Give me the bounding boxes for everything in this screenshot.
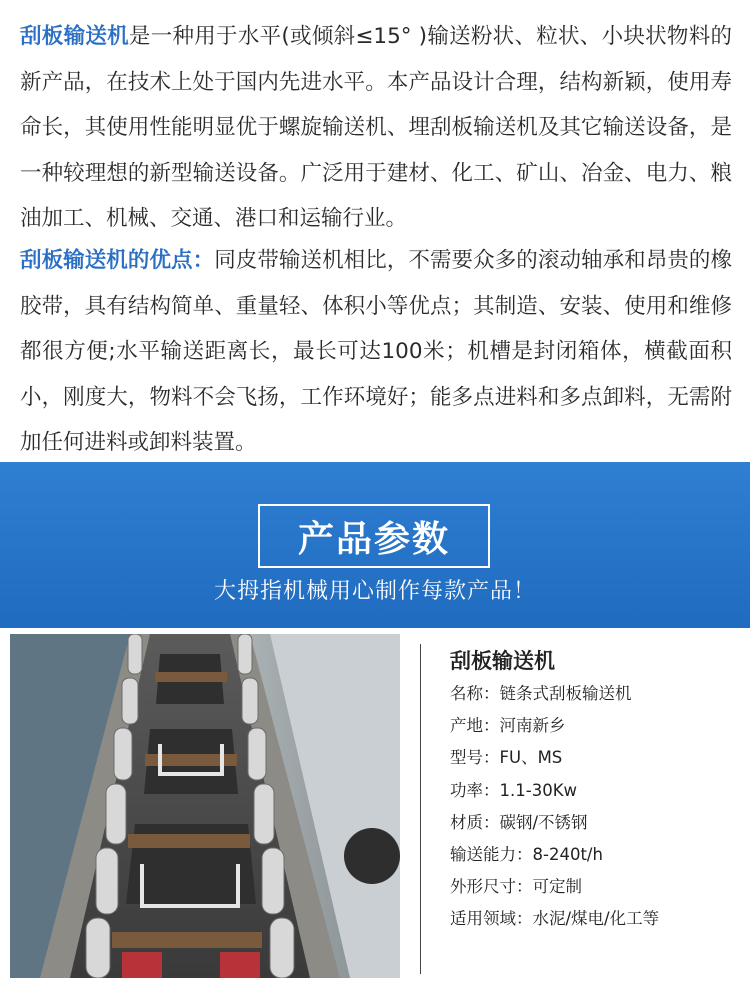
- product-section: [0, 628, 750, 985]
- intro-paragraph: [20, 14, 732, 242]
- advantages-highlight: 刮板输送机的优点：: [20, 248, 215, 273]
- intro-section: [0, 0, 750, 462]
- product-photo: [10, 634, 400, 978]
- spec-divider: [420, 644, 421, 974]
- spec-row: 外形尺寸：可定制: [450, 877, 582, 897]
- spec-row: 输送能力：8-240t/h: [450, 844, 603, 864]
- conveyor-chain-image: [10, 634, 400, 978]
- spec-list: [450, 644, 740, 936]
- params-banner: [0, 462, 750, 628]
- advantages-text: 同皮带输送机相比，不需要众多的滚动轴承和昂贵的橡胶带，具有结构简单、重量轻、体积小等优点；其制造、安装、使用和维修都很方便;水平输送距离长，最长可达100米；机槽是封闭箱体，横截面积小，刚度大，物料不会飞扬，工作环境好；能多点进料和多点卸料，无需附加任何进料或卸料装置。: [20, 248, 732, 455]
- params-subtitle: 大拇指机械用心制作每款产品！: [213, 579, 536, 604]
- advantages-paragraph: [20, 238, 732, 466]
- spec-row: 适用领域：水泥/煤电/化工等: [450, 909, 660, 929]
- spec-row: 名称：链条式刮板输送机: [450, 684, 632, 703]
- intro-highlight: 刮板输送机: [20, 24, 129, 49]
- spec-row: 功率：1.1-30Kw: [450, 780, 578, 800]
- spec-row: 产地：河南新乡: [450, 716, 566, 736]
- product-name: 刮板输送机: [450, 649, 555, 673]
- spec-row: 型号：FU、MS: [450, 748, 563, 768]
- intro-text: 是一种用于水平(或倾斜≤15° )输送粉状、粒状、小块状物料的新产品，在技术上处于国内先进水平。本产品设计合理，结构新颖，使用寿命长，其使用性能明显优于螺旋输送机、埋刮板输送机及其它输送设备，是一种较理想的新型输送设备。广泛用于建材、化工、矿山、冶金、电力、粮油加工、机械、交通、港口和运输行业。: [20, 24, 732, 231]
- spec-row: 材质：碳钢/不锈钢: [450, 812, 588, 832]
- params-title: 产品参数: [258, 504, 490, 568]
